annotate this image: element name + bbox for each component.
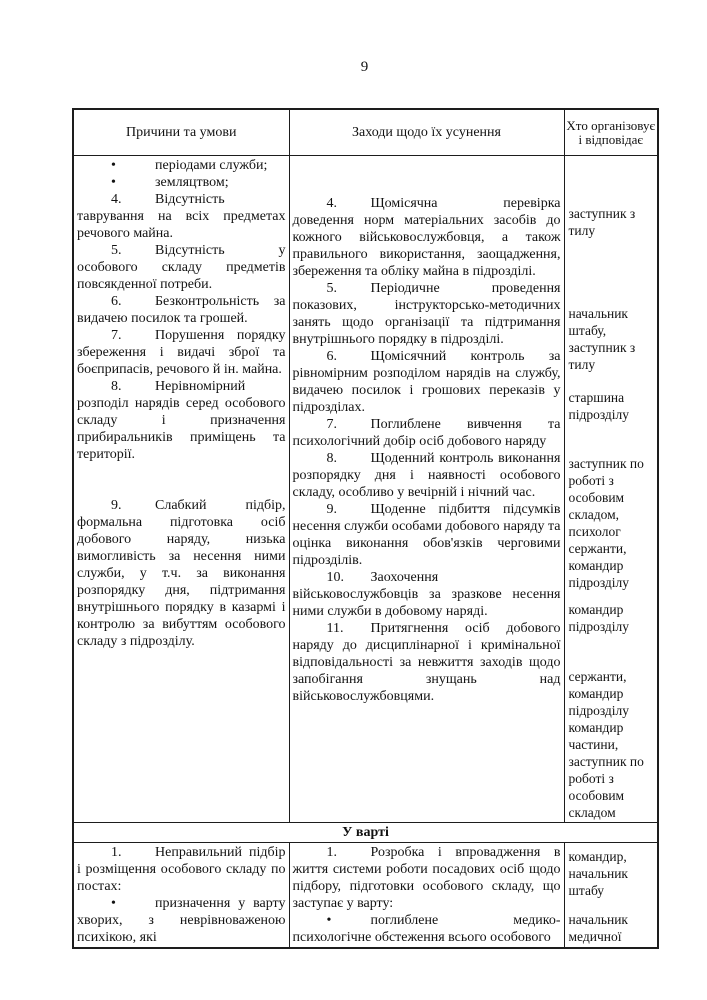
item-number: 1. (111, 845, 122, 860)
cause-text: призначення у варту хворих, з неврівноваженою психікою, які (77, 896, 286, 945)
measure-text: Щоденне підбиття підсумків несення служби особами добового наряду та оцінка виконання обов'язків черговими підрозділів. (292, 502, 561, 568)
measures-cell (289, 843, 564, 949)
cause-item (77, 497, 286, 650)
responsible-item: заступник по роботі з особовим складом, психолог (568, 456, 644, 539)
bullet-marker: • (111, 158, 116, 173)
item-number: 5. (326, 281, 337, 296)
item-number: 10. (326, 570, 344, 585)
cause-item (77, 174, 286, 191)
header-causes: Причини та умови (73, 109, 289, 156)
measure-text: Розробка і впровадження в життя системи роботи посадових осіб щодо підбору, підготовки особового складу, що заступає у варту: (292, 845, 561, 911)
cause-text: Неправильний підбір і розміщення особового складу по постах: (77, 845, 286, 894)
measure-text: Щомісячний контроль за рівномірним розподілом нарядів на службу, видачею посилок і грошових переказів у підрозділах. (292, 349, 561, 415)
header-responsible: Хто організовує і відповідає (564, 109, 658, 156)
cause-text: Слабкий підбір, формальна підготовка осіб добового наряду, низька вимогливість за несення ними служби, у т.ч. за виконання розпорядку дня, підтримання внутрішнього порядку в казармі і контролю за вибуттям особового складу з підрозділу. (77, 498, 286, 649)
measure-text: Поглиблене вивчення та психологічний добір осіб добового наряду (292, 417, 561, 449)
responsible-item: командир підрозділу (568, 602, 630, 634)
section-divider-row (73, 823, 658, 843)
responsible-item: заступник з тилу (568, 206, 636, 238)
measure-item (293, 912, 561, 946)
measure-text: Щомісячна перевірка доведення норм матеріальних засобів до кожного військовослужбовця, а також правильного використання, заощадження, збереження та обліку майна в підрозділі. (292, 196, 561, 279)
responsible-item: начальник медичної (568, 912, 628, 944)
responsible-item: сержанти, командир підрозділу (568, 541, 630, 590)
measure-item (293, 501, 561, 569)
cause-item (77, 844, 286, 895)
cause-text: Порушення порядку збереження і видачі зброї та боєприпасів, речового й ін. майна. (77, 328, 286, 377)
cause-item (77, 293, 286, 327)
table-header-row (73, 109, 658, 156)
cause-text: Безконтрольність за видачею посилок та грошей. (77, 294, 286, 326)
causes-cell (73, 156, 289, 823)
item-number: 8. (111, 379, 122, 394)
cause-text: Нерівномірний розподіл нарядів серед особового складу і призначення прибиральників приміщень та території. (77, 379, 286, 462)
bullet-marker: • (111, 896, 116, 911)
header-measures: Заходи щодо їх усунення (289, 109, 564, 156)
item-number: 6. (111, 294, 122, 309)
cause-text: періодами служби; (155, 158, 268, 173)
measure-item (293, 195, 561, 280)
item-number: 9. (326, 502, 337, 517)
causes-measures-table (72, 108, 659, 949)
cause-item (77, 895, 286, 946)
cause-item (77, 378, 286, 463)
table-row-duty-detail (73, 156, 658, 823)
bullet-marker: • (111, 175, 116, 190)
causes-cell (73, 843, 289, 949)
measure-text: Заохочення військовослужбовців за зразкове несення ними служби в добовому наряді. (292, 570, 561, 619)
measure-item (293, 620, 561, 705)
responsible-item: командир, начальник штабу (568, 849, 628, 898)
measure-item (293, 416, 561, 450)
measures-cell (289, 156, 564, 823)
cause-item (77, 191, 286, 242)
cause-text: Відсутність таврування на всіх предметах речового майна. (77, 192, 286, 241)
responsible-item: старшина підрозділу (568, 390, 630, 422)
item-number: 5. (111, 243, 122, 258)
table-row-guard-duty (73, 843, 658, 949)
bullet-marker: • (326, 913, 332, 928)
section-divider-label: У варті (73, 823, 658, 843)
measure-item (293, 280, 561, 348)
cause-item (77, 242, 286, 293)
cause-item (77, 327, 286, 378)
measure-item (293, 450, 561, 501)
item-number: 9. (111, 498, 122, 513)
item-number: 7. (326, 417, 337, 432)
responsible-cell (564, 156, 658, 823)
item-number: 11. (326, 621, 344, 636)
measure-item (293, 844, 561, 912)
responsible-item: сержанти, командир підрозділу (568, 669, 630, 718)
responsible-item: командир частини, заступник по роботі з особовим складом (568, 720, 644, 820)
cause-text: Відсутність у особового складу предметів повсякденної потреби. (77, 243, 286, 292)
item-number: 6. (326, 349, 337, 364)
item-number: 1. (326, 845, 337, 860)
measure-item (293, 348, 561, 416)
measure-text: Притягнення осіб добового наряду до дисциплінарної і кримінальної відповідальності за невжиття заходів щодо запобігання знущань над військовослужбовцями. (292, 621, 561, 704)
measure-item (293, 569, 561, 620)
responsible-item: начальник штабу, заступник з тилу (568, 306, 636, 372)
page-number: 9 (360, 59, 369, 75)
responsible-cell (564, 843, 658, 949)
measure-text: Щоденний контроль виконання розпорядку дня і наявності особового складу, особливо у вечірній і нічний час. (292, 451, 561, 500)
measure-text: Періодичне проведення показових, інструкторсько-методичних занять щодо організації та підтримання внутрішнього порядку в підрозділі. (292, 281, 561, 347)
cause-text: земляцтвом; (155, 175, 229, 190)
item-number: 4. (111, 192, 122, 207)
item-number: 8. (326, 451, 337, 466)
cause-item (77, 157, 286, 174)
item-number: 7. (111, 328, 122, 343)
item-number: 4. (326, 196, 337, 211)
measure-text: поглиблене медико-психологічне обстеження всього особового (292, 913, 561, 945)
